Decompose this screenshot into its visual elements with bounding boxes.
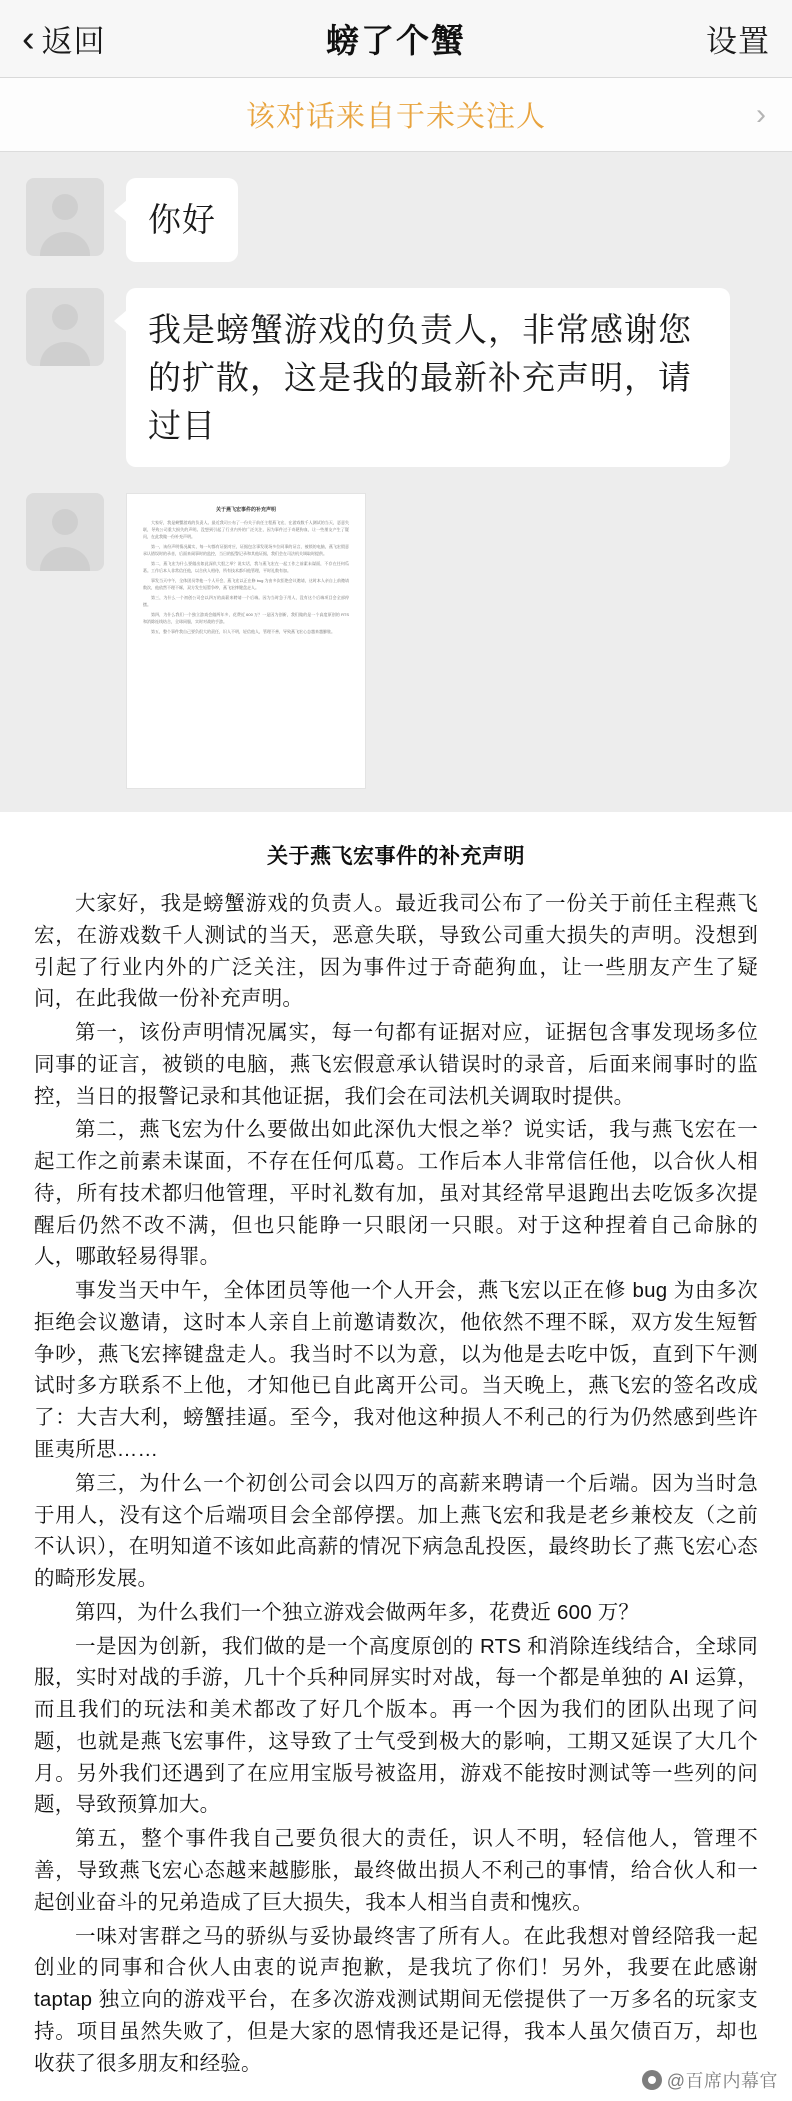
chevron-left-icon: ‹	[22, 17, 36, 60]
watermark	[642, 2067, 778, 2093]
document-title: 关于燕飞宏事件的补充声明	[267, 845, 525, 868]
page-title: 螃了个蟹	[326, 22, 466, 59]
document-paragraph: 事发当天中午，全体团员等他一个人开会，燕飞宏以正在修 bug 为由多次拒绝会议邀请，这时本人亲自上前邀请数次，他依然不理不睬，双方发生短暂争吵，燕飞宏摔键盘走人。我当时不以为意，以为他是去吃中饭，直到下午测试时多方联系不上他，才知他已自此离开公司。当天晚上，燕飞宏的签名改成了：大吉大利，螃蟹挂逼。至今，我对他这种损人不利己的行为仍然感到些许匪夷所思……	[34, 1279, 758, 1462]
message-item	[0, 493, 792, 815]
document-thumbnail: 关于燕飞宏事件的补充声明 大家好，我是螃蟹游戏的负责人。最近我司公布了一份关于前任主程燕飞宏，在游戏数千人测试的当天，恶意失联，导致公司重大损失的声明。没想到引起了行业内外的广泛关注，因为事件过于奇葩狗血，让一些朋友产生了疑问，在此我做一份补充声明。 第一，该份声明情况属实，每一句都有证据对应，证据包含事发现场多位同事的证言，被锁的电脑，燕飞宏假意承认错误时的录音，后面来闹事时的监控，当日的报警记录和其他证据，我们会在司法机关调取时提供。 第二，燕飞宏为什么要做出如此深仇大恨之举？说实话，我与燕飞宏在一起工作之前素未谋面，不存在任何瓜葛。工作后本人非常信任他，以合伙人相待，所有技术都归他管理，平时礼数有加。 事发当天中午，全体团员等他一个人开会，燕飞宏以正在修 bug 为由多次拒绝会议邀请，这时本人亲自上前邀请数次，他依然不理不睬，双方发生短暂争吵，燕飞宏摔键盘走人。 第三，为什么一个初创公司会以四万的高薪来聘请一个后端。因为当时急于用人，没有这个后端项目会全部停摆。 第四，为什么我们一个独立游戏会做两年多，花费近 600 万？一是因为创新，我们做的是一个高度原创的 RTS 和消除连线结合，全球同服，实时对战的手游。 第五，整个事件我自己要负很大的责任，识人不明，轻信他人，管理不善，导致燕飞宏心态越来越膨胀。	[133, 500, 359, 782]
weibo-logo-icon	[642, 2070, 662, 2090]
statement-document	[0, 812, 792, 2101]
watermark-text: @百席内幕官	[666, 2071, 778, 2092]
back-button-label: 返回	[41, 24, 106, 59]
avatar[interactable]	[26, 493, 104, 571]
message-item	[0, 178, 792, 288]
document-paragraph: 大家好，我是螃蟹游戏的负责人。最近我司公布了一份关于前任主程燕飞宏，在游戏数千人测试的当天，恶意失联，导致公司重大损失的声明。没想到引起了行业内外的广泛关注，因为事件过于奇葩狗血，让一些朋友产生了疑问，在此我做一份补充声明。	[34, 892, 758, 1011]
chat-message-list	[0, 152, 792, 812]
document-paragraph: 第二，燕飞宏为什么要做出如此深仇大恨之举？说实话，我与燕飞宏在一起工作之前素未谋面，不存在任何瓜葛。工作后本人非常信任他，以合伙人相待，所有技术都归他管理，平时礼数有加，虽对其经常早退跑出去吃饭多次提醒后仍然不改不满，但也只能睁一只眼闭一只眼。对于这种捏着自己命脉的人，哪敢轻易得罪。	[34, 1118, 758, 1269]
notice-text: 该对话来自于未关注人	[245, 101, 546, 133]
unfollowed-notice-banner[interactable]	[0, 78, 792, 152]
document-paragraph: 一味对害群之马的骄纵与妥协最终害了所有人。在此我想对曾经陪我一起创业的同事和合伙人由衷的说声抱歉，是我坑了你们！另外，我要在此感谢 taptap 独立向的游戏平台，在多次游戏测试期间无偿提供了一万多名的玩家支持。项目虽然失败了，但是大家的恩情我还是记得，我本人虽欠债百万，却也收获了很多朋友和经验。	[34, 1924, 758, 2075]
document-thumbnail-title: 关于燕飞宏事件的补充声明	[215, 507, 276, 514]
back-button[interactable]	[22, 16, 106, 61]
document-paragraph: 第三，为什么一个初创公司会以四万的高薪来聘请一个后端。因为当时急于用人，没有这个后端项目会全部停摆。加上燕飞宏和我是老乡兼校友（之前不认识），在明知道不该如此高薪的情况下病急乱投医，最终助长了燕飞宏心态的畸形发展。	[34, 1471, 758, 1591]
message-bubble[interactable]: 我是螃蟹游戏的负责人，非常感谢您的扩散，这是我的最新补充声明，请过目	[126, 288, 730, 468]
message-bubble[interactable]: 你好	[126, 178, 238, 262]
navigation-bar	[0, 0, 792, 78]
document-paragraph: 第四，为什么我们一个独立游戏会做两年多，花费近 600 万？	[75, 1600, 640, 1624]
document-paragraph: 第五，整个事件我自己要负很大的责任，识人不明，轻信他人，管理不善，导致燕飞宏心态越来越膨胀，最终做出损人不利己的事情，给合伙人和一起创业奋斗的兄弟造成了巨大损失，我本人相当自责和愧疚。	[34, 1827, 758, 1914]
avatar[interactable]	[26, 178, 104, 256]
avatar[interactable]	[26, 288, 104, 366]
document-paragraph: 一是因为创新，我们做的是一个高度原创的 RTS 和消除连线结合，全球同服，实时对战的手游，几十个兵种同屏实时对战，每一个都是单独的 AI 运算，而且我们的玩法和美术都改了好几个版本。再一个因为我们的团队出现了问题，也就是燕飞宏事件，这导致了士气受到极大的影响，工期又延误了大几个月。另外我们还遇到了在应用宝版号被盗用，游戏不能按时测试等一些列的问题，导致预算加大。	[34, 1634, 758, 1817]
message-item	[0, 288, 792, 494]
document-paragraph: 第一，该份声明情况属实，每一句都有证据对应，证据包含事发现场多位同事的证言，被锁的电脑，燕飞宏假意承认错误时的录音，后面来闹事时的监控，当日的报警记录和其他证据，我们会在司法机关调取时提供。	[34, 1021, 758, 1108]
chevron-right-icon: ›	[756, 97, 766, 131]
settings-button[interactable]: 设置	[706, 24, 770, 59]
message-image-attachment[interactable]	[126, 493, 366, 789]
